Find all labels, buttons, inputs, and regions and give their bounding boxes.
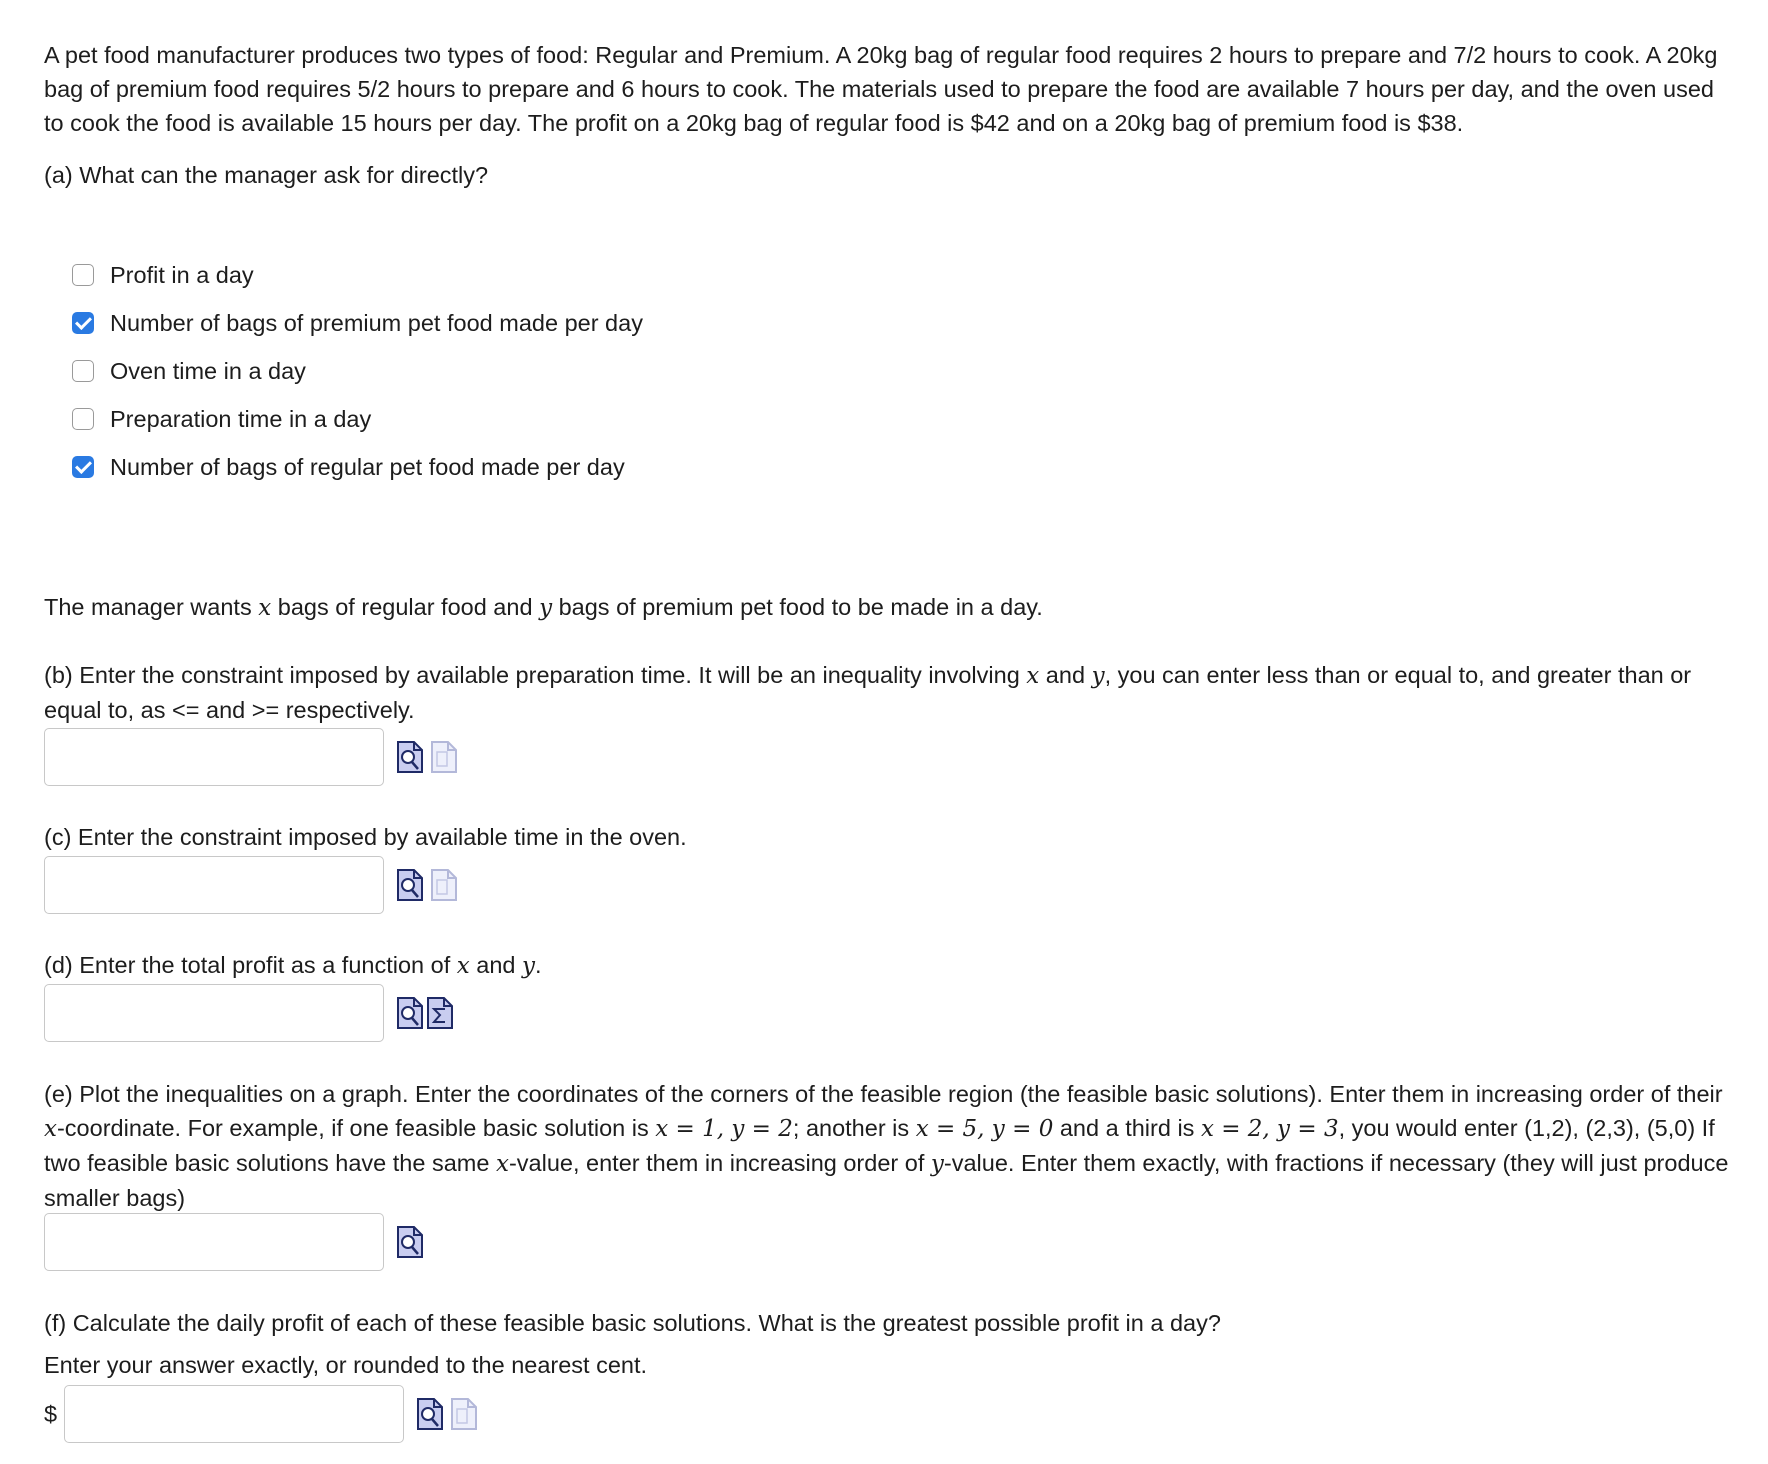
part-a-question: (a) What can the manager ask for directly? — [44, 162, 489, 188]
part-d-answer-row — [44, 984, 454, 1042]
checkbox[interactable] — [72, 408, 94, 430]
equation-icon[interactable] — [426, 996, 454, 1030]
paste-icon[interactable] — [450, 1397, 478, 1431]
part-f-input[interactable] — [64, 1385, 404, 1443]
part-d-input[interactable] — [44, 984, 384, 1042]
preview-icon[interactable] — [396, 996, 424, 1030]
part-d-question: (d) Enter the total profit as a function of x and y. — [44, 952, 542, 979]
preview-icon[interactable] — [396, 740, 424, 774]
part-f-instruction: Enter your answer exactly, or rounded to the nearest cent. — [44, 1352, 648, 1378]
part-e-question: (e) Plot the inequalities on a graph. Enter the coordinates of the corners of the feasible region (the feasible basic solutions). Enter them in increasing order of their x-coordinate. For example, if one feasible basic solution is x = 1, y = 2; another is x = 5, y = 0 and a third is x = 2, y = 3, you would enter (1,2), (2,3), (5,0) If two feasible basic solutions have the same x-value, enter them in increasing order of y-value. Enter them exactly, with fractions if necessary (they will just produce smaller bags) — [44, 1081, 1729, 1211]
part-c-question: (c) Enter the constraint imposed by available time in the oven. — [44, 824, 687, 850]
part-b-input[interactable] — [44, 728, 384, 786]
paste-icon[interactable] — [430, 740, 458, 774]
part-c-input[interactable] — [44, 856, 384, 914]
part-b-answer-row — [44, 728, 458, 786]
part-e-input[interactable] — [44, 1213, 384, 1271]
paste-icon[interactable] — [430, 868, 458, 902]
preview-icon[interactable] — [396, 1225, 424, 1259]
option-label: Preparation time in a day — [110, 406, 372, 432]
option-preparation-time[interactable] — [72, 399, 371, 439]
option-oven-time[interactable] — [72, 351, 306, 391]
option-label: Number of bags of premium pet food made per day — [110, 310, 643, 336]
option-label: Oven time in a day — [110, 358, 306, 384]
option-profit-in-a-day[interactable] — [72, 255, 254, 295]
part-f-question: (f) Calculate the daily profit of each of these feasible basic solutions. What is the greatest possible profit in a day? — [44, 1310, 1221, 1336]
part-e-answer-row — [44, 1213, 424, 1271]
part-b-question: (b) Enter the constraint imposed by available preparation time. It will be an inequality involving x and y, you can enter less than or equal to, and greater than or equal to, as <= and >= respectively. — [44, 662, 1692, 723]
checkbox-checked[interactable] — [72, 312, 94, 334]
part-c-answer-row — [44, 856, 458, 914]
checkbox[interactable] — [72, 264, 94, 286]
option-label: Profit in a day — [110, 262, 254, 288]
currency-symbol: $ — [44, 1401, 58, 1427]
option-premium-bags[interactable] — [72, 303, 643, 343]
option-label: Number of bags of regular pet food made per day — [110, 454, 625, 480]
checkbox-checked[interactable] — [72, 456, 94, 478]
problem-intro: A pet food manufacturer produces two types of food: Regular and Premium. A 20kg bag of regular food requires 2 hours to prepare and 7/2 hours to cook. A 20kg bag of premium food requires 5/2 hours to prepare and 6 hours to cook. The materials used to prepare the food are available 7 hours per day, and the oven used to cook the food is available 15 hours per day. The profit on a 20kg bag of regular food is $42 and on a 20kg bag of premium food is $38. — [44, 42, 1718, 136]
setup-text: The manager wants x bags of regular food and y bags of premium pet food to be made in a day. — [44, 594, 1043, 621]
checkbox[interactable] — [72, 360, 94, 382]
option-regular-bags[interactable] — [72, 447, 625, 487]
preview-icon[interactable] — [416, 1397, 444, 1431]
preview-icon[interactable] — [396, 868, 424, 902]
part-f-answer-row — [64, 1385, 478, 1443]
